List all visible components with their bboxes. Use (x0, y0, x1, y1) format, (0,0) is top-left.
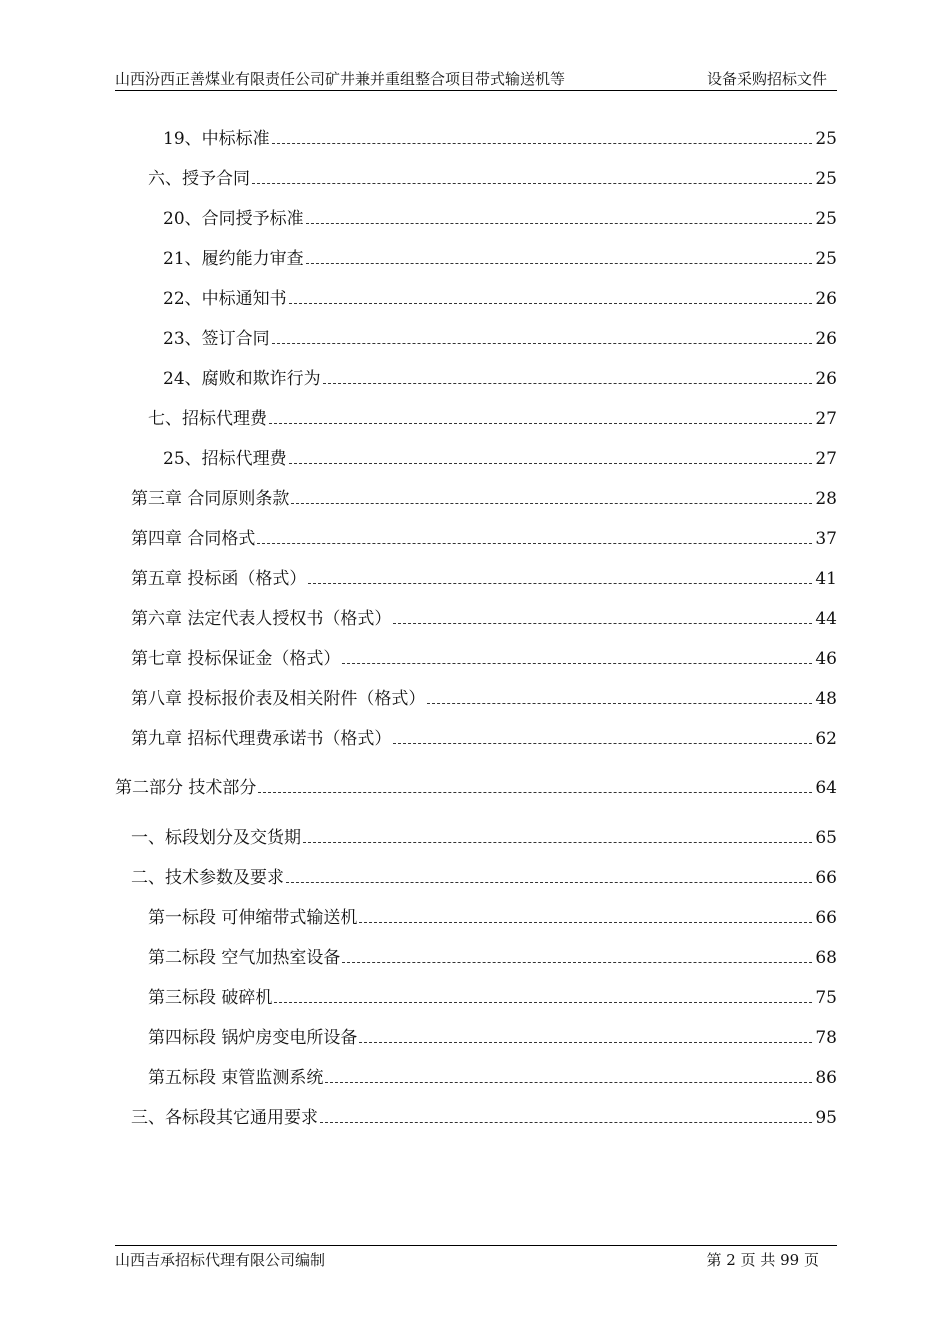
toc-entry-label: 23、签订合同 (163, 329, 270, 349)
toc-entry-label: 25、招标代理费 (163, 449, 287, 469)
toc-entry-label: 第三标段 破碎机 (148, 988, 273, 1008)
toc-entry-label: 第一标段 可伸缩带式输送机 (148, 908, 358, 928)
toc-entry-page: 25 (815, 129, 837, 149)
toc-entry-label: 六、授予合同 (148, 169, 250, 189)
toc-entry-label: 第二部分 技术部分 (115, 778, 257, 798)
toc-entry-24[interactable] (163, 366, 837, 392)
toc-leader (342, 962, 812, 963)
toc-entry-page: 62 (815, 729, 837, 749)
toc-tech-section-3[interactable] (131, 1105, 837, 1131)
toc-entry-page: 25 (815, 249, 837, 269)
toc-chapter-9[interactable] (131, 726, 837, 752)
toc-entry-label: 第四章 合同格式 (131, 529, 256, 549)
toc-entry-label: 第三章 合同原则条款 (131, 489, 290, 509)
toc-leader (252, 183, 812, 184)
toc-entry-21[interactable] (163, 246, 837, 272)
toc-entry-label: 第五标段 束管监测系统 (148, 1068, 324, 1088)
toc-entry-page: 95 (815, 1108, 837, 1128)
toc-leader (323, 383, 813, 384)
toc-leader (274, 1002, 812, 1003)
toc-entry-page: 48 (815, 689, 837, 709)
header-title: 山西汾西正善煤业有限责任公司矿井兼并重组整合项目带式输送机等 (115, 70, 566, 88)
toc-entry-page: 27 (815, 449, 837, 469)
toc-entry-page: 25 (815, 209, 837, 229)
toc-chapter-5[interactable] (131, 566, 837, 592)
toc-entry-25[interactable] (163, 446, 837, 472)
toc-entry-page: 46 (815, 649, 837, 669)
toc-entry-label: 一、标段划分及交货期 (131, 828, 301, 848)
toc-lot-3[interactable] (148, 985, 837, 1011)
toc-entry-page: 66 (815, 868, 837, 888)
toc-leader (359, 922, 812, 923)
toc-chapter-8[interactable] (131, 686, 837, 712)
toc-entry-label: 第七章 投标保证金（格式） (131, 649, 341, 669)
toc-entry-label: 19、中标标准 (163, 129, 270, 149)
toc-entry-label: 24、腐败和欺诈行为 (163, 369, 321, 389)
toc-entry-label: 七、招标代理费 (148, 409, 267, 429)
toc-entry-label: 第五章 投标函（格式） (131, 569, 307, 589)
toc-chapter-4[interactable] (131, 526, 837, 552)
toc-entry-page: 64 (815, 778, 837, 798)
toc-entry-page: 68 (815, 948, 837, 968)
toc-leader (393, 743, 812, 744)
toc-entry-23[interactable] (163, 326, 837, 352)
toc-entry-label: 三、各标段其它通用要求 (131, 1108, 318, 1128)
toc-entry-label: 二、技术参数及要求 (131, 868, 284, 888)
toc-leader (291, 503, 812, 504)
page-footer (115, 1245, 837, 1270)
toc-entry-label: 第六章 法定代表人授权书（格式） (131, 609, 392, 629)
toc-leader (289, 463, 813, 464)
toc-chapter-6[interactable] (131, 606, 837, 632)
toc-leader (306, 223, 813, 224)
toc-chapter-3[interactable] (131, 486, 837, 512)
toc-entry-page: 28 (815, 489, 837, 509)
footer-publisher: 山西吉承招标代理有限公司编制 (115, 1251, 326, 1269)
toc-entry-page: 25 (815, 169, 837, 189)
toc-leader (342, 663, 812, 664)
toc-section-7[interactable] (148, 406, 837, 432)
toc-leader (272, 143, 813, 144)
toc-entry-page: 27 (815, 409, 837, 429)
toc-leader (325, 1082, 812, 1083)
toc-leader (427, 703, 812, 704)
toc-entry-22[interactable] (163, 286, 837, 312)
toc-entry-page: 26 (815, 329, 837, 349)
toc-entry-page: 75 (815, 988, 837, 1008)
toc-entry-19[interactable] (163, 126, 837, 152)
header-doc-type: 设备采购招标文件 (706, 70, 827, 88)
toc-leader (257, 543, 812, 544)
toc-leader (303, 842, 812, 843)
toc-entry-label: 第二标段 空气加热室设备 (148, 948, 341, 968)
toc-lot-2[interactable] (148, 945, 837, 971)
toc-entry-label: 第九章 招标代理费承诺书（格式） (131, 729, 392, 749)
toc-entry-page: 66 (815, 908, 837, 928)
toc-lot-1[interactable] (148, 905, 837, 931)
toc-leader (269, 423, 812, 424)
toc-entry-20[interactable] (163, 206, 837, 232)
toc-leader (306, 263, 813, 264)
toc-lot-4[interactable] (148, 1025, 837, 1051)
toc-entry-page: 65 (815, 828, 837, 848)
toc-tech-section-2[interactable] (131, 865, 837, 891)
toc-leader (393, 623, 812, 624)
toc-chapter-7[interactable] (131, 646, 837, 672)
toc-leader (308, 583, 812, 584)
toc-part-2[interactable] (115, 775, 837, 801)
toc-entry-label: 22、中标通知书 (163, 289, 287, 309)
toc-section-6[interactable] (148, 166, 837, 192)
toc-leader (258, 792, 812, 793)
toc-entry-page: 44 (815, 609, 837, 629)
toc-entry-page: 26 (815, 369, 837, 389)
toc-entry-label: 第八章 投标报价表及相关附件（格式） (131, 689, 426, 709)
footer-page-number: 第 2 页 共 99 页 (706, 1251, 819, 1269)
toc-leader (289, 303, 813, 304)
toc-entry-page: 37 (815, 529, 837, 549)
toc-leader (359, 1042, 812, 1043)
toc-leader (272, 343, 813, 344)
toc-entry-page: 78 (815, 1028, 837, 1048)
toc-entry-label: 第四标段 锅炉房变电所设备 (148, 1028, 358, 1048)
toc-entry-page: 26 (815, 289, 837, 309)
toc-entry-label: 21、履约能力审查 (163, 249, 304, 269)
toc-leader (320, 1122, 812, 1123)
toc-leader (286, 882, 812, 883)
toc-tech-section-1[interactable] (131, 825, 837, 851)
toc-lot-5[interactable] (148, 1065, 837, 1091)
toc-entry-page: 41 (815, 569, 837, 589)
page-header (115, 66, 837, 91)
toc-entry-page: 86 (815, 1068, 837, 1088)
toc-entry-label: 20、合同授予标准 (163, 209, 304, 229)
